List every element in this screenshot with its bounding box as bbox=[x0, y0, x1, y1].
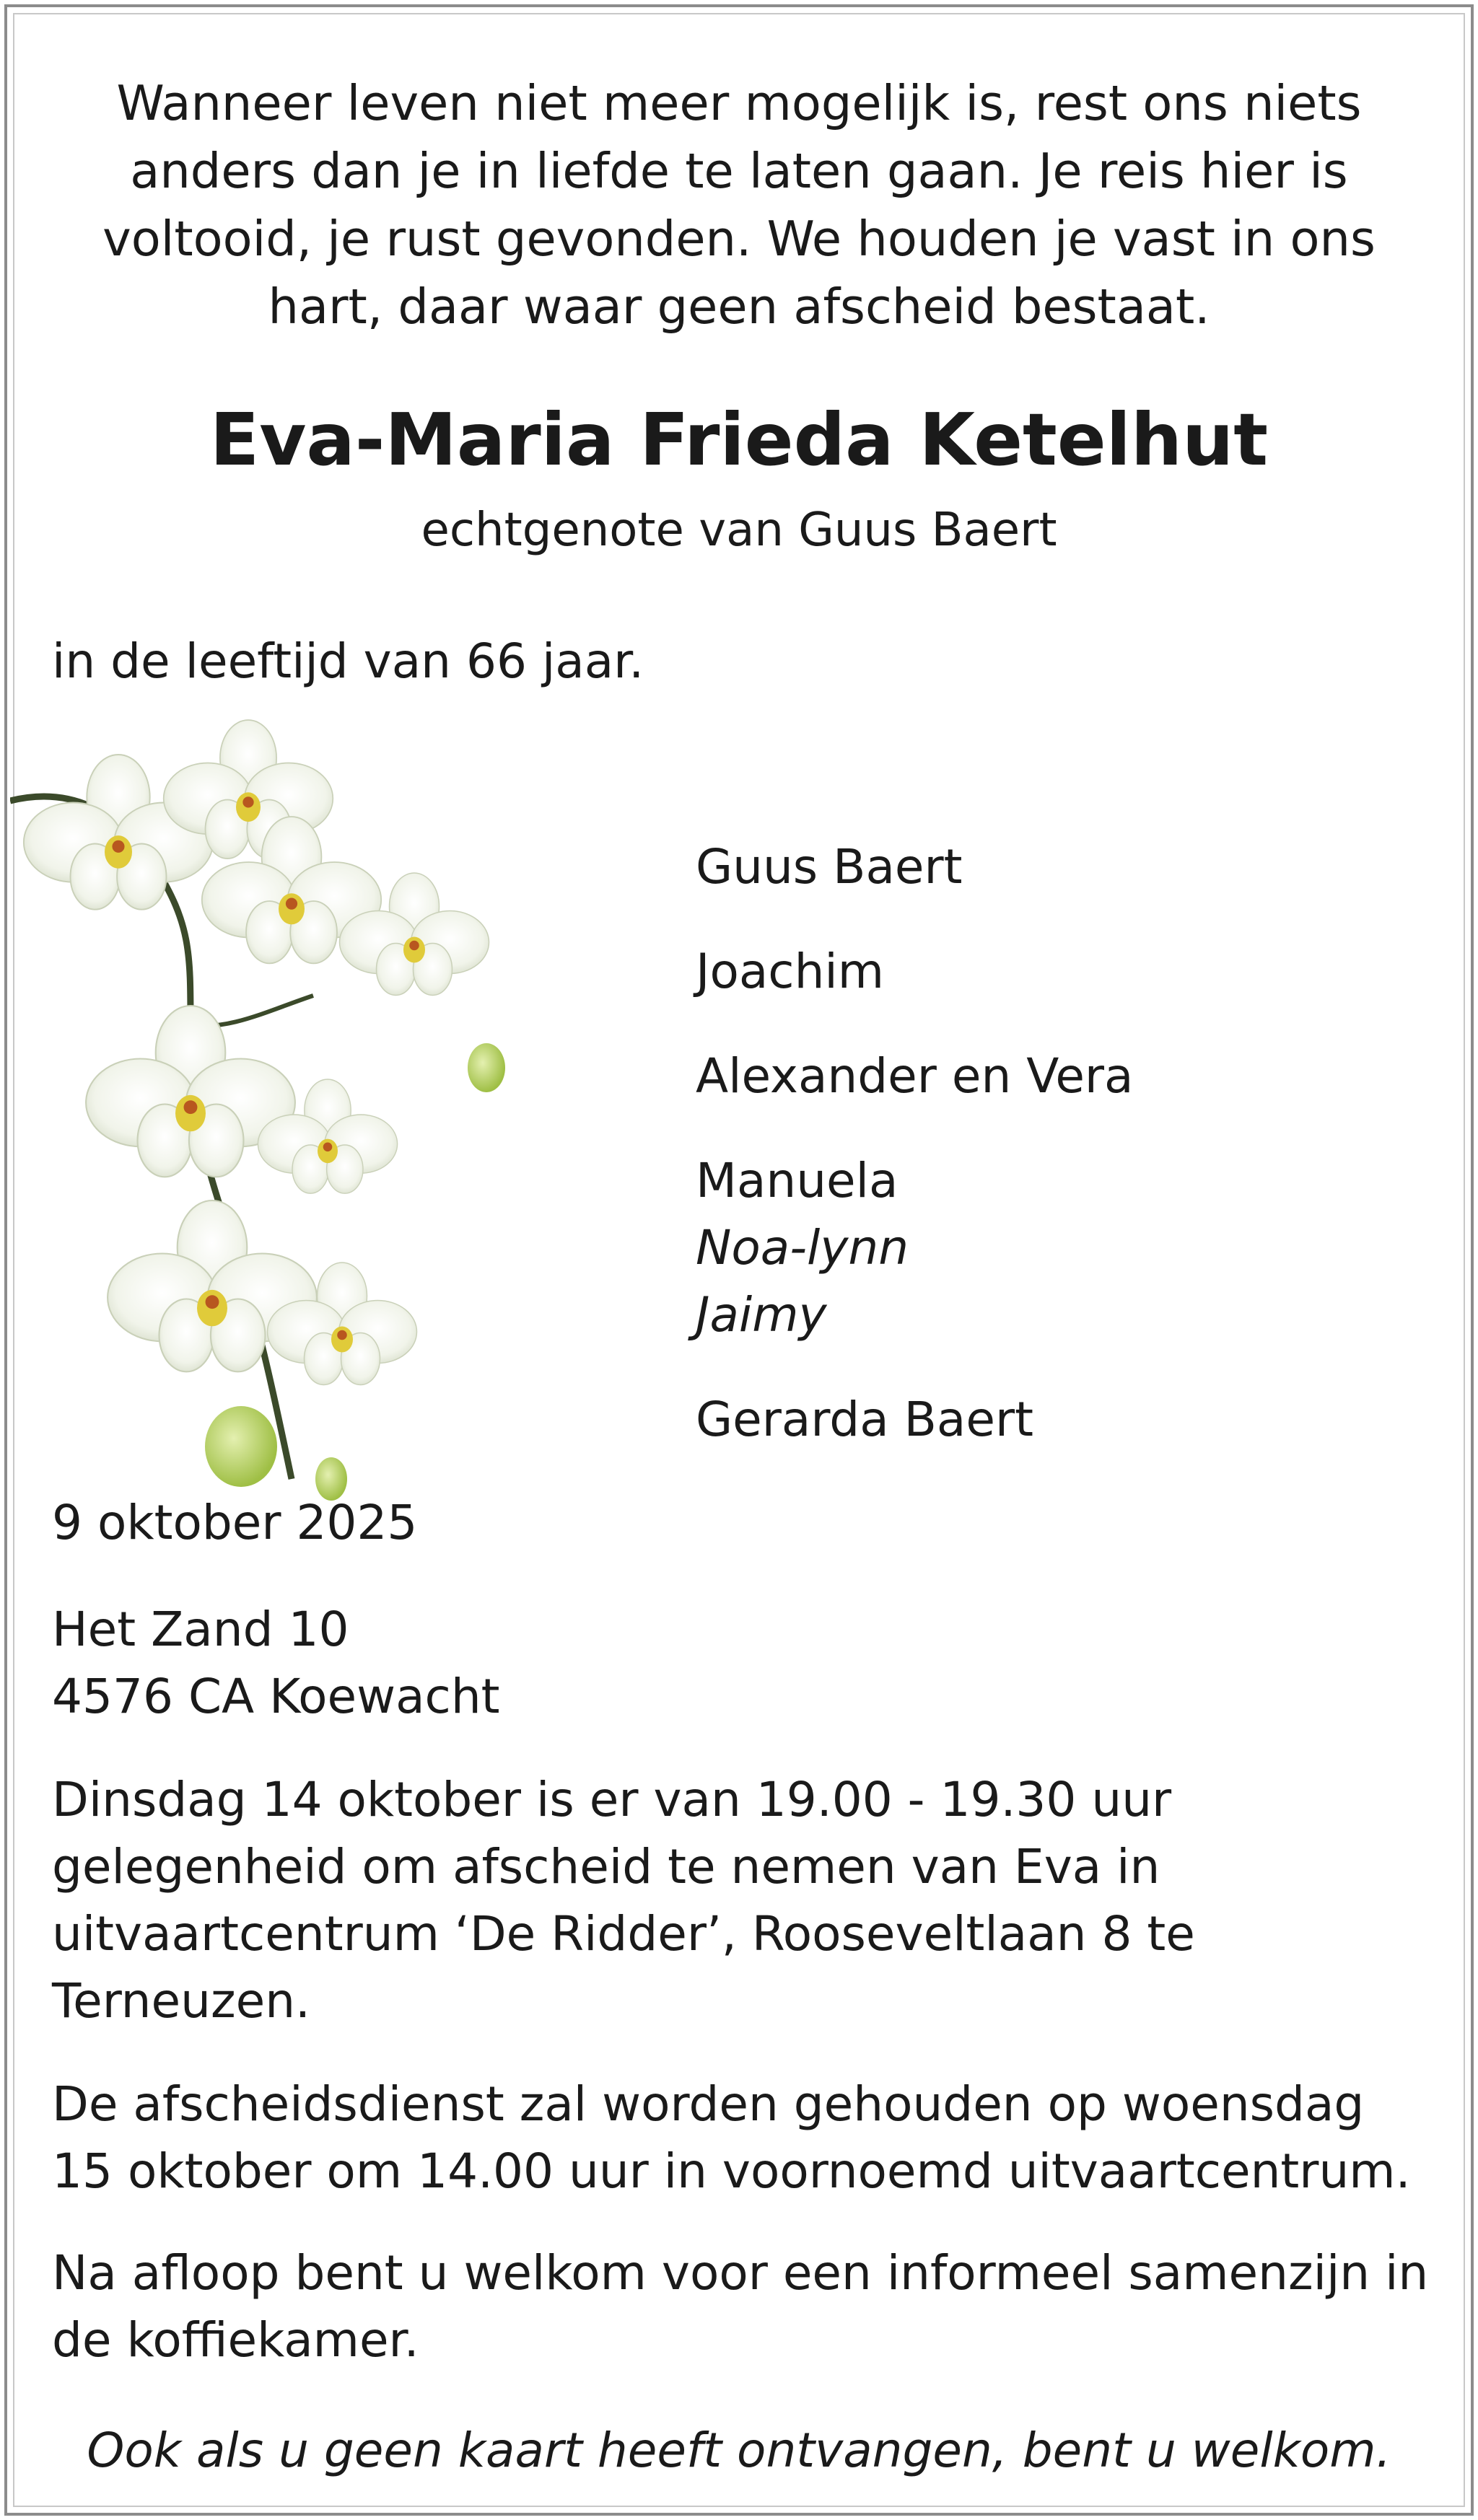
opening-poem: Wanneer leven niet meer mogelijk is, rest ons niets anders dan je in liefde te laten gaan. Je reis hier is voltooid, je rust gevonden. We houden je vast in ons hart, daar waar geen afscheid bestaat. bbox=[102, 75, 1376, 335]
family-member: Gerarda Baert bbox=[696, 1392, 1033, 1447]
farewell-paragraph: Dinsdag 14 oktober is er van 19.00 - 19.30 uur gelegenheid om afscheid te nemen van Eva in uitvaartcentrum ‘De Ridder’, Rooseveltlaan 8 te Terneuzen. bbox=[52, 1772, 1195, 2029]
service-paragraph: De afscheidsdienst zal worden gehouden op woensdag 15 oktober om 14.00 uur in voornoemd uitvaartcentrum. bbox=[52, 2076, 1411, 2199]
family-member: Manuela bbox=[696, 1153, 898, 1208]
orchid-image bbox=[10, 693, 515, 1508]
family-member: Alexander en Vera bbox=[696, 1048, 1134, 1104]
home-address: Het Zand 10 4576 CA Koewacht bbox=[52, 1602, 500, 1724]
grandchild: Noa-lynn bbox=[696, 1220, 909, 1276]
age-line: in de leeftijd van 66 jaar. bbox=[52, 633, 644, 689]
deceased-name: Eva-Maria Frieda Ketelhut bbox=[209, 398, 1269, 482]
closing-line: Ook als u geen kaart heeft ontvangen, bent u welkom. bbox=[87, 2423, 1391, 2478]
family-member: Guus Baert bbox=[696, 839, 963, 895]
family-list bbox=[696, 833, 1134, 1491]
grandchild: Jaimy bbox=[696, 1287, 827, 1343]
spouse-line: echtgenote van Guus Baert bbox=[421, 504, 1057, 557]
notice-date: 9 oktober 2025 bbox=[52, 1495, 418, 1550]
family-member: Joachim bbox=[696, 944, 885, 999]
after-paragraph: Na afloop bent u welkom voor een informeel samenzijn in de koffiekamer. bbox=[52, 2245, 1429, 2368]
grandchildren bbox=[696, 1214, 1134, 1348]
